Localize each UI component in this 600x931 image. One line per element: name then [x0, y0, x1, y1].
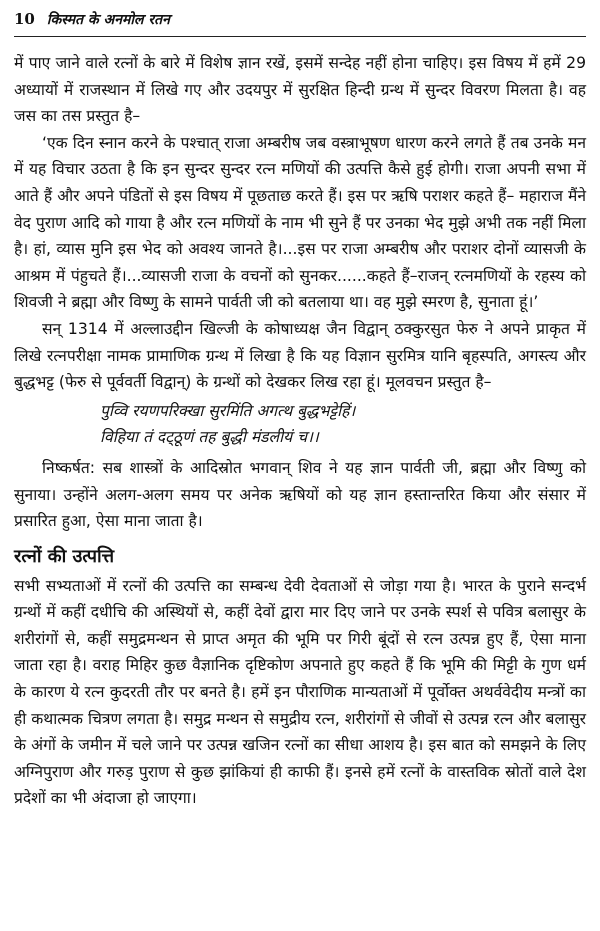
paragraph-intro: में पाए जाने वाले रत्नों के बारे में विशेष ज्ञान रखें, इसमें सन्देह नहीं होना चाहिए। इस विषय में हमें 29 अध्यायों में राजस्थान में लिखे गए और उदयपुर में सुरक्षित हिन्दी ग्रन्थ में सुन्दर विवरण मिलता है। वह जस का तस प्रस्तुत है– — [14, 54, 586, 126]
paragraph-conclusion: निष्कर्षत: सब शास्त्रों के आदिस्रोत भगवान् शिव ने यह ज्ञान पार्वती जी, ब्रह्मा और विष्णु को सुनाया। उन्होंने अलग-अलग समय पर अनेक ऋषियों को यह ज्ञान हस्तान्तरित किया और संसार में प्रसारित हुआ, ऐसा माना जाता है। — [14, 458, 586, 531]
prakrit-verse — [14, 398, 586, 451]
page-body — [14, 50, 586, 812]
header-rule — [14, 36, 586, 37]
page-number: 10 — [14, 10, 35, 28]
paragraph-quote: ‘एक दिन स्नान करने के पश्चात् राजा अम्बरीष जब वस्त्राभूषण धारण करने लगते हैं तब उनके मन में यह विचार उठता है कि इन सुन्दर सुन्दर रत्न मणियों की उत्पत्ति कैसे हुई होगी। राजा अपनी सभा में आते हैं और अपने पंडितों से इस विषय में पूछताछ करते हैं। इस पर ऋषि पराशर कहते हैं– महाराज मैंने वेद पुराण आदि को गाया है और रत्न मणियों के नाम भी सुने हैं पर उनका भेद मुझे अभी तक नहीं मिला है। हां, व्यास मुनि इस भेद को अवश्य जानते है।...इस पर राजा अम्बरीष और पराशर दोनों व्यासजी के आश्रम में पंहुचते हैं।...व्यासजी राजा के वचनों को सुनकर......कहते हैं–राजन् रत्नमणियों के रहस्य को शिवजी ने ब्रह्मा और विष्णु के सामने पार्वती जी को बतलाया था। वह मुझे स्मरण है, सुनाता हूं।’ — [14, 133, 586, 312]
running-header — [14, 10, 586, 32]
paragraph-feru: सन् 1314 में अल्लाउद्दीन खिल्जी के कोषाध्यक्ष जैन विद्वान् ठक्कुरसुत फेरु ने अपने प्राकृत में लिखे रत्नपरीक्षा नामक प्रामाणिक ग्रन्थ में लिखा है कि यह विज्ञान सुरमित्र यानि बृहस्पति, अगस्त्य और बुद्धभट्ट (फेरु से पूर्ववर्ती विद्वान्) के ग्रन्थों को देखकर लिख रहा हूं। मूलवचन प्रस्तुत है– — [14, 319, 586, 392]
verse-line: विहिया तं दट्‌ठूणं तह बुद्धी मंडलीयं च।। — [100, 428, 319, 447]
section-heading: रत्नों की उत्पत्ति — [14, 545, 115, 567]
running-title: किस्मत के अनमोल रतन — [46, 12, 170, 28]
paragraph-origin: सभी सभ्यताओं में रत्नों की उत्पत्ति का सम्बन्ध देवी देवताओं से जोड़ा गया है। भारत के पुराने सन्दर्भ ग्रन्थों में कहीं दधीचि की अस्थियों से, कहीं देवों द्वारा मार दिए जाने पर उनके स्पर्श से पवित्र बलासुर के शरीरांगों से, कहीं समुद्रमन्थन से प्राप्त अमृत की भूमि पर गिरी बूंदों से रत्न उत्पन्न हुए हैं, ऐसा माना जाता रहा है। वराह मिहिर कुछ वैज्ञानिक दृष्टिकोण अपनाते हुए कहते हैं कि भूमि की मिट्टी के गुण धर्म के कारण ये रत्न कुदरती तौर पर बनते है। हमें इन पौराणिक मान्यताओं में पूर्वोक्त अथर्ववेदीय मन्त्रों का ही कथात्मक चित्रण लगता है। समुद्र मन्थन से समुद्रीय रत्न, शरीरांगों से जीवों से उत्पन्न रत्न और बलासुर के अंगों के जमीन में चले जाने पर उत्पन्न खजिन रत्नों का सीधा आशय है। इस बात को समझने के लिए अग्निपुराण और गरुड़ पुराण से कुछ झांकियां ही काफी हैं। इनसे हमें रत्नों के वास्तविक स्रोतों वाले देश प्रदेशों का भी अंदाजा हो जाएगा। — [14, 576, 586, 808]
verse-line: पुव्वि रयणपरिक्खा सुरमिंति अगत्थ बुद्धभट्टेहिं। — [100, 401, 356, 420]
